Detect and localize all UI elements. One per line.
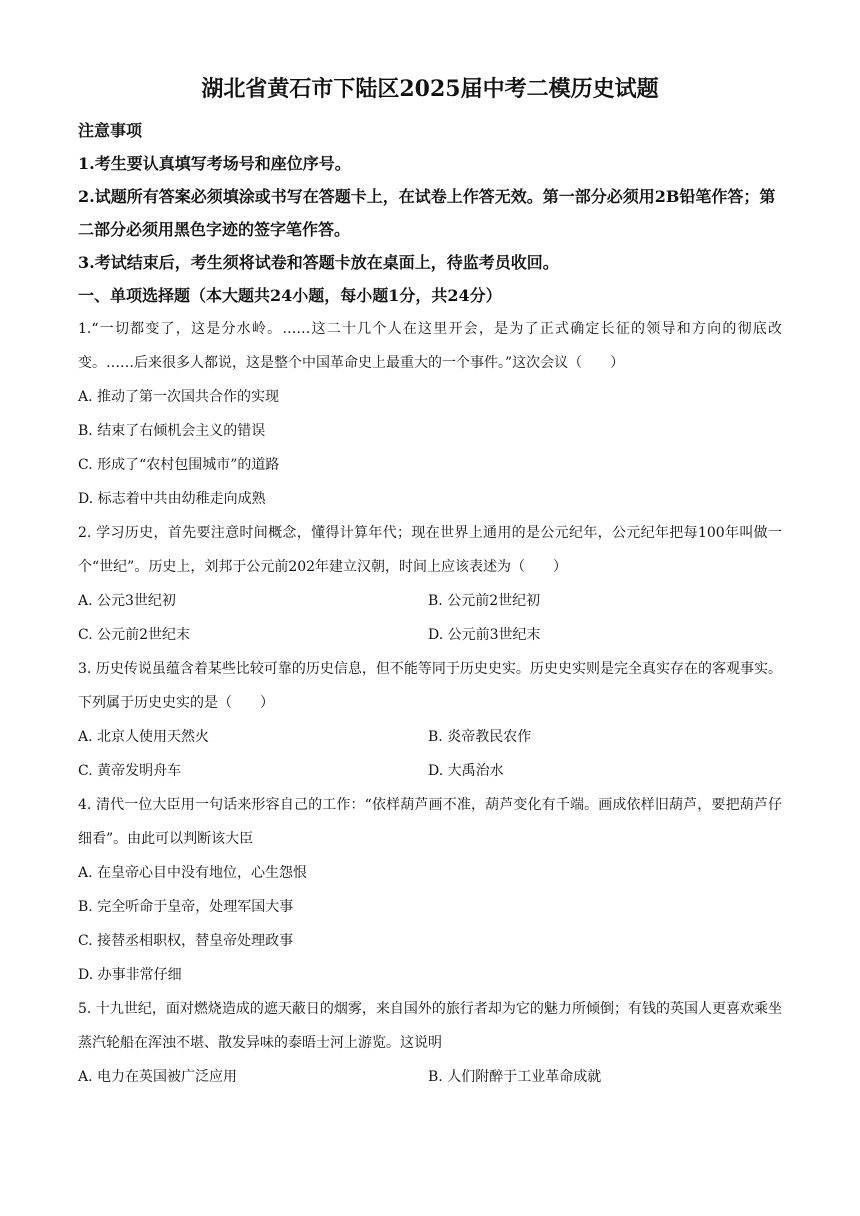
option-d: D. 标志着中共由幼稚走向成熟 [78, 491, 266, 507]
option-c: C. 公元前2世纪末 [78, 627, 191, 643]
option-c: C. 形成了“农村包围城市”的道路 [78, 457, 280, 473]
option-a: A. 公元3世纪初 [78, 593, 176, 609]
option-a: A. 电力在英国被广泛应用 [78, 1069, 238, 1085]
question-stem: 2. 学习历史，首先要注意时间概念，懂得计算年代；现在世界上通用的是公元纪年，公元纪年把每100年叫做一个“世纪”。历史上，刘邦于公元前202年建立汉朝，时间上应该表述为（ ） [78, 525, 782, 575]
option-row [78, 584, 782, 618]
notice-heading: 注意事项 [78, 121, 143, 140]
option-b: B. 结束了右倾机会主义的错误 [78, 423, 266, 439]
option-a: A. 推动了第一次国共合作的实现 [78, 389, 280, 405]
option-c: C. 接替丞相职权，替皇帝处理政事 [78, 933, 294, 949]
notice-item-3: 3.考试结束后，考生须将试卷和答题卡放在桌面上，待监考员收回。 [78, 253, 559, 272]
exam-title: 湖北省黄石市下陆区2025届中考二模历史试题 [201, 76, 659, 102]
option-b: B. 人们附醉于工业革命成就 [428, 1069, 602, 1085]
option-a: A. 在皇帝心目中没有地位，心生怨恨 [78, 865, 308, 881]
question-3 [78, 652, 782, 788]
question-2 [78, 516, 782, 652]
option-row [78, 754, 782, 788]
section-heading: 一、单项选择题（本大题共24小题，每小题1分，共24分） [78, 286, 502, 305]
option-row [78, 618, 782, 652]
option-a: A. 北京人使用天然火 [78, 729, 210, 745]
option-b: B. 公元前2世纪初 [428, 593, 541, 609]
option-b: B. 炎帝教民农作 [428, 729, 532, 745]
question-stem: 1.“一切都变了，这是分水岭。……这二十几个人在这里开会，是为了正式确定长征的领导和方向的彻底改变。……后来很多人都说，这是整个中国革命史上最重大的一个事件。”这次会议（ ） [78, 321, 782, 371]
notice-item-2: 2.试题所有答案必须填涂或书写在答题卡上，在试卷上作答无效。第一部分必须用2B铅笔作答；第二部分必须用黑色字迹的签字笔作答。 [78, 187, 776, 239]
option-b: B. 完全听命于皇帝，处理军国大事 [78, 899, 294, 915]
option-row [78, 720, 782, 754]
option-c: C. 黄帝发明舟车 [78, 763, 182, 779]
notice-block [78, 114, 782, 279]
option-d: D. 公元前3世纪末 [428, 627, 541, 643]
question-stem: 4. 清代一位大臣用一句话来形容自己的工作：“依样葫芦画不准，葫芦变化有千端。画成依样旧葫芦，要把葫芦仔细看”。由此可以判断该大臣 [78, 797, 782, 847]
option-d: D. 办事非常仔细 [78, 967, 182, 983]
question-stem: 3. 历史传说虽蕴含着某些比较可靠的历史信息，但不能等同于历史史实。历史史实则是完全真实存在的客观事实。下列属于历史史实的是（ ） [78, 661, 782, 711]
question-stem: 5. 十九世纪，面对燃烧造成的遮天蔽日的烟雾，来自国外的旅行者却为它的魅力所倾倒；有钱的英国人更喜欢乘坐蒸汽轮船在浑浊不堪、散发异味的泰晤士河上游览。这说明 [78, 1001, 782, 1051]
option-d: D. 大禹治水 [428, 763, 504, 779]
notice-item-1: 1.考生要认真填写考场号和座位序号。 [78, 154, 351, 173]
question-5 [78, 992, 782, 1094]
question-4 [78, 788, 782, 992]
question-1 [78, 312, 782, 516]
option-row [78, 1060, 782, 1094]
